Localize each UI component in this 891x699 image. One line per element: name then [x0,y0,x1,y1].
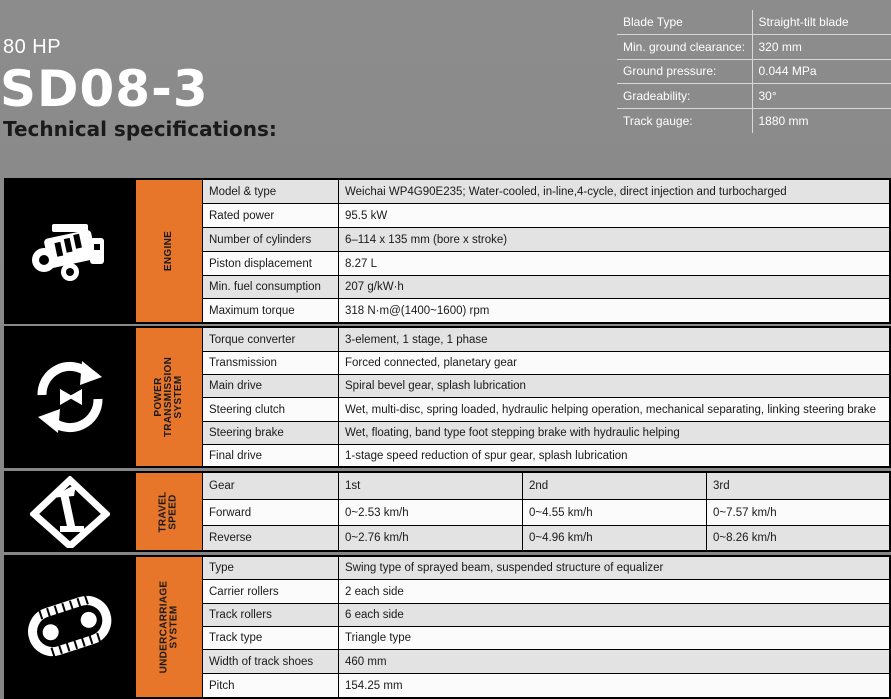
speed-value: 0~7.57 km/h [707,500,889,526]
table-row [203,445,889,466]
power-transmission-section [4,326,891,468]
spec-key: Torque converter [203,328,339,352]
spec-key: Pitch [203,674,339,697]
quick-spec-label: Track gauge: [617,108,752,133]
spec-value: Spiral bevel gear, splash lubrication [339,375,889,398]
track-chain-icon [26,592,114,662]
gear-3-header: 3rd [707,473,889,500]
quick-spec-row [617,84,891,109]
travel-speed-section-label [136,473,202,550]
transmission-arrows-icon [30,359,110,435]
spec-value: 318 N·m@(1400~1600) rpm [339,299,889,322]
undercarriage-label-text: UNDERCARRIAGE SYSTEM [158,580,180,674]
engine-icon [30,216,110,286]
undercarriage-icon-cell [6,557,134,697]
speed-value: 0~4.55 km/h [523,500,707,526]
table-row [203,299,889,322]
table-row [203,328,889,352]
table-row [203,375,889,398]
quick-spec-label: Min. ground clearance: [617,35,752,60]
engine-section-label [136,180,202,322]
table-row [203,473,889,500]
quick-spec-label: Gradeability: [617,84,752,109]
spec-key: Reverse [203,526,339,550]
table-row [203,580,889,604]
engine-section [4,178,891,324]
spec-key: Steering clutch [203,398,339,422]
spec-value: Triangle type [339,627,889,650]
road-sign-icon [30,476,110,548]
gear-1-header: 1st [339,473,523,500]
power-rating: 80 HP [3,36,62,58]
table-row [203,500,889,526]
quick-spec-row [617,108,891,133]
gear-header-label: Gear [203,473,339,500]
spec-key: Piston displacement [203,252,339,276]
speed-value: 0~2.53 km/h [339,500,523,526]
table-row [203,398,889,422]
spec-key: Rated power [203,204,339,228]
spec-value: Wet, multi-disc, spring loaded, hydraulic helping operation, mechanical separating, linking steering brake [339,398,889,422]
undercarriage-section-label [136,557,202,697]
spec-key: Track rollers [203,604,339,627]
spec-value: Swing type of sprayed beam, suspended structure of equalizer [339,557,889,580]
travel-speed-rows [203,473,889,550]
spec-value: 95.5 kW [339,204,889,228]
travel-speed-section [4,471,891,552]
quick-spec-value: 1880 mm [758,113,809,128]
spec-key: Width of track shoes [203,650,339,674]
spec-key: Track type [203,627,339,650]
table-row [203,650,889,674]
spec-key: Type [203,557,339,580]
spec-key: Main drive [203,375,339,398]
undercarriage-rows [203,557,889,697]
speed-value: 0~2.76 km/h [339,526,523,550]
quick-spec-value: Straight-tilt blade [752,10,891,35]
spec-key: Maximum torque [203,299,339,322]
spec-key: Steering brake [203,422,339,445]
table-row [203,422,889,445]
table-row [203,526,889,550]
speed-value: 0~8.26 km/h [707,526,889,550]
model-title: SD08-3 [0,60,209,118]
table-row [203,252,889,276]
page-subtitle: Technical specifications: [3,117,277,141]
spec-key: Min. fuel consumption [203,276,339,299]
engine-label-text: ENGINE [162,230,174,272]
spec-value: 3-element, 1 stage, 1 phase [339,328,889,352]
quick-spec-label: Blade Type [617,10,752,35]
quick-spec-row [617,59,891,84]
table-row [203,352,889,375]
table-row [203,557,889,580]
undercarriage-section [4,555,891,699]
travel-speed-icon-cell [6,473,134,550]
spec-value: 2 each side [339,580,889,604]
quick-spec-label: Ground pressure: [617,59,752,84]
table-row [203,276,889,299]
power-transmission-section-label [136,328,202,466]
table-row [203,627,889,650]
table-row [203,604,889,627]
spec-value: Wet, floating, band type foot stepping brake with hydraulic helping [339,422,889,445]
spec-value: 207 g/kW·h [339,276,889,299]
transmission-icon-cell [6,328,134,466]
spec-value: 6 each side [339,604,889,627]
spec-key: Transmission [203,352,339,375]
spec-key: Carrier rollers [203,580,339,604]
quick-specs-table [617,10,891,133]
spec-value: 154.25 mm [339,674,889,697]
gear-2-header: 2nd [523,473,707,500]
spec-key: Number of cylinders [203,228,339,252]
spec-value: 8.27 L [339,252,889,276]
speed-value: 0~4.96 km/h [523,526,707,550]
table-row [203,228,889,252]
spec-value: Forced connected, planetary gear [339,352,889,375]
spec-value: Weichai WP4G90E235; Water-cooled, in-line,4-cycle, direct injection and turbocharged [339,180,889,204]
table-row [203,204,889,228]
spec-value: 460 mm [339,650,889,674]
spec-value: 1-stage speed reduction of spur gear, splash lubrication [339,445,889,466]
quick-spec-value: 30° [752,84,891,109]
table-row [203,674,889,697]
power-transmission-label-text: POWER TRANSMISSION SYSTEM [153,356,184,438]
travel-speed-label-text: TRAVEL SPEED [158,490,179,533]
quick-spec-value: 0.044 MPa [752,59,891,84]
engine-rows [203,180,889,322]
spec-key: Forward [203,500,339,526]
quick-spec-row [617,10,891,35]
engine-icon-cell [6,180,134,322]
spec-value: 6–114 x 135 mm (bore x stroke) [339,228,889,252]
quick-spec-value: 320 mm [752,35,891,60]
spec-key: Model & type [203,180,339,204]
spec-key: Final drive [203,445,339,466]
table-row [203,180,889,204]
power-transmission-rows [203,328,889,466]
quick-spec-row [617,35,891,60]
